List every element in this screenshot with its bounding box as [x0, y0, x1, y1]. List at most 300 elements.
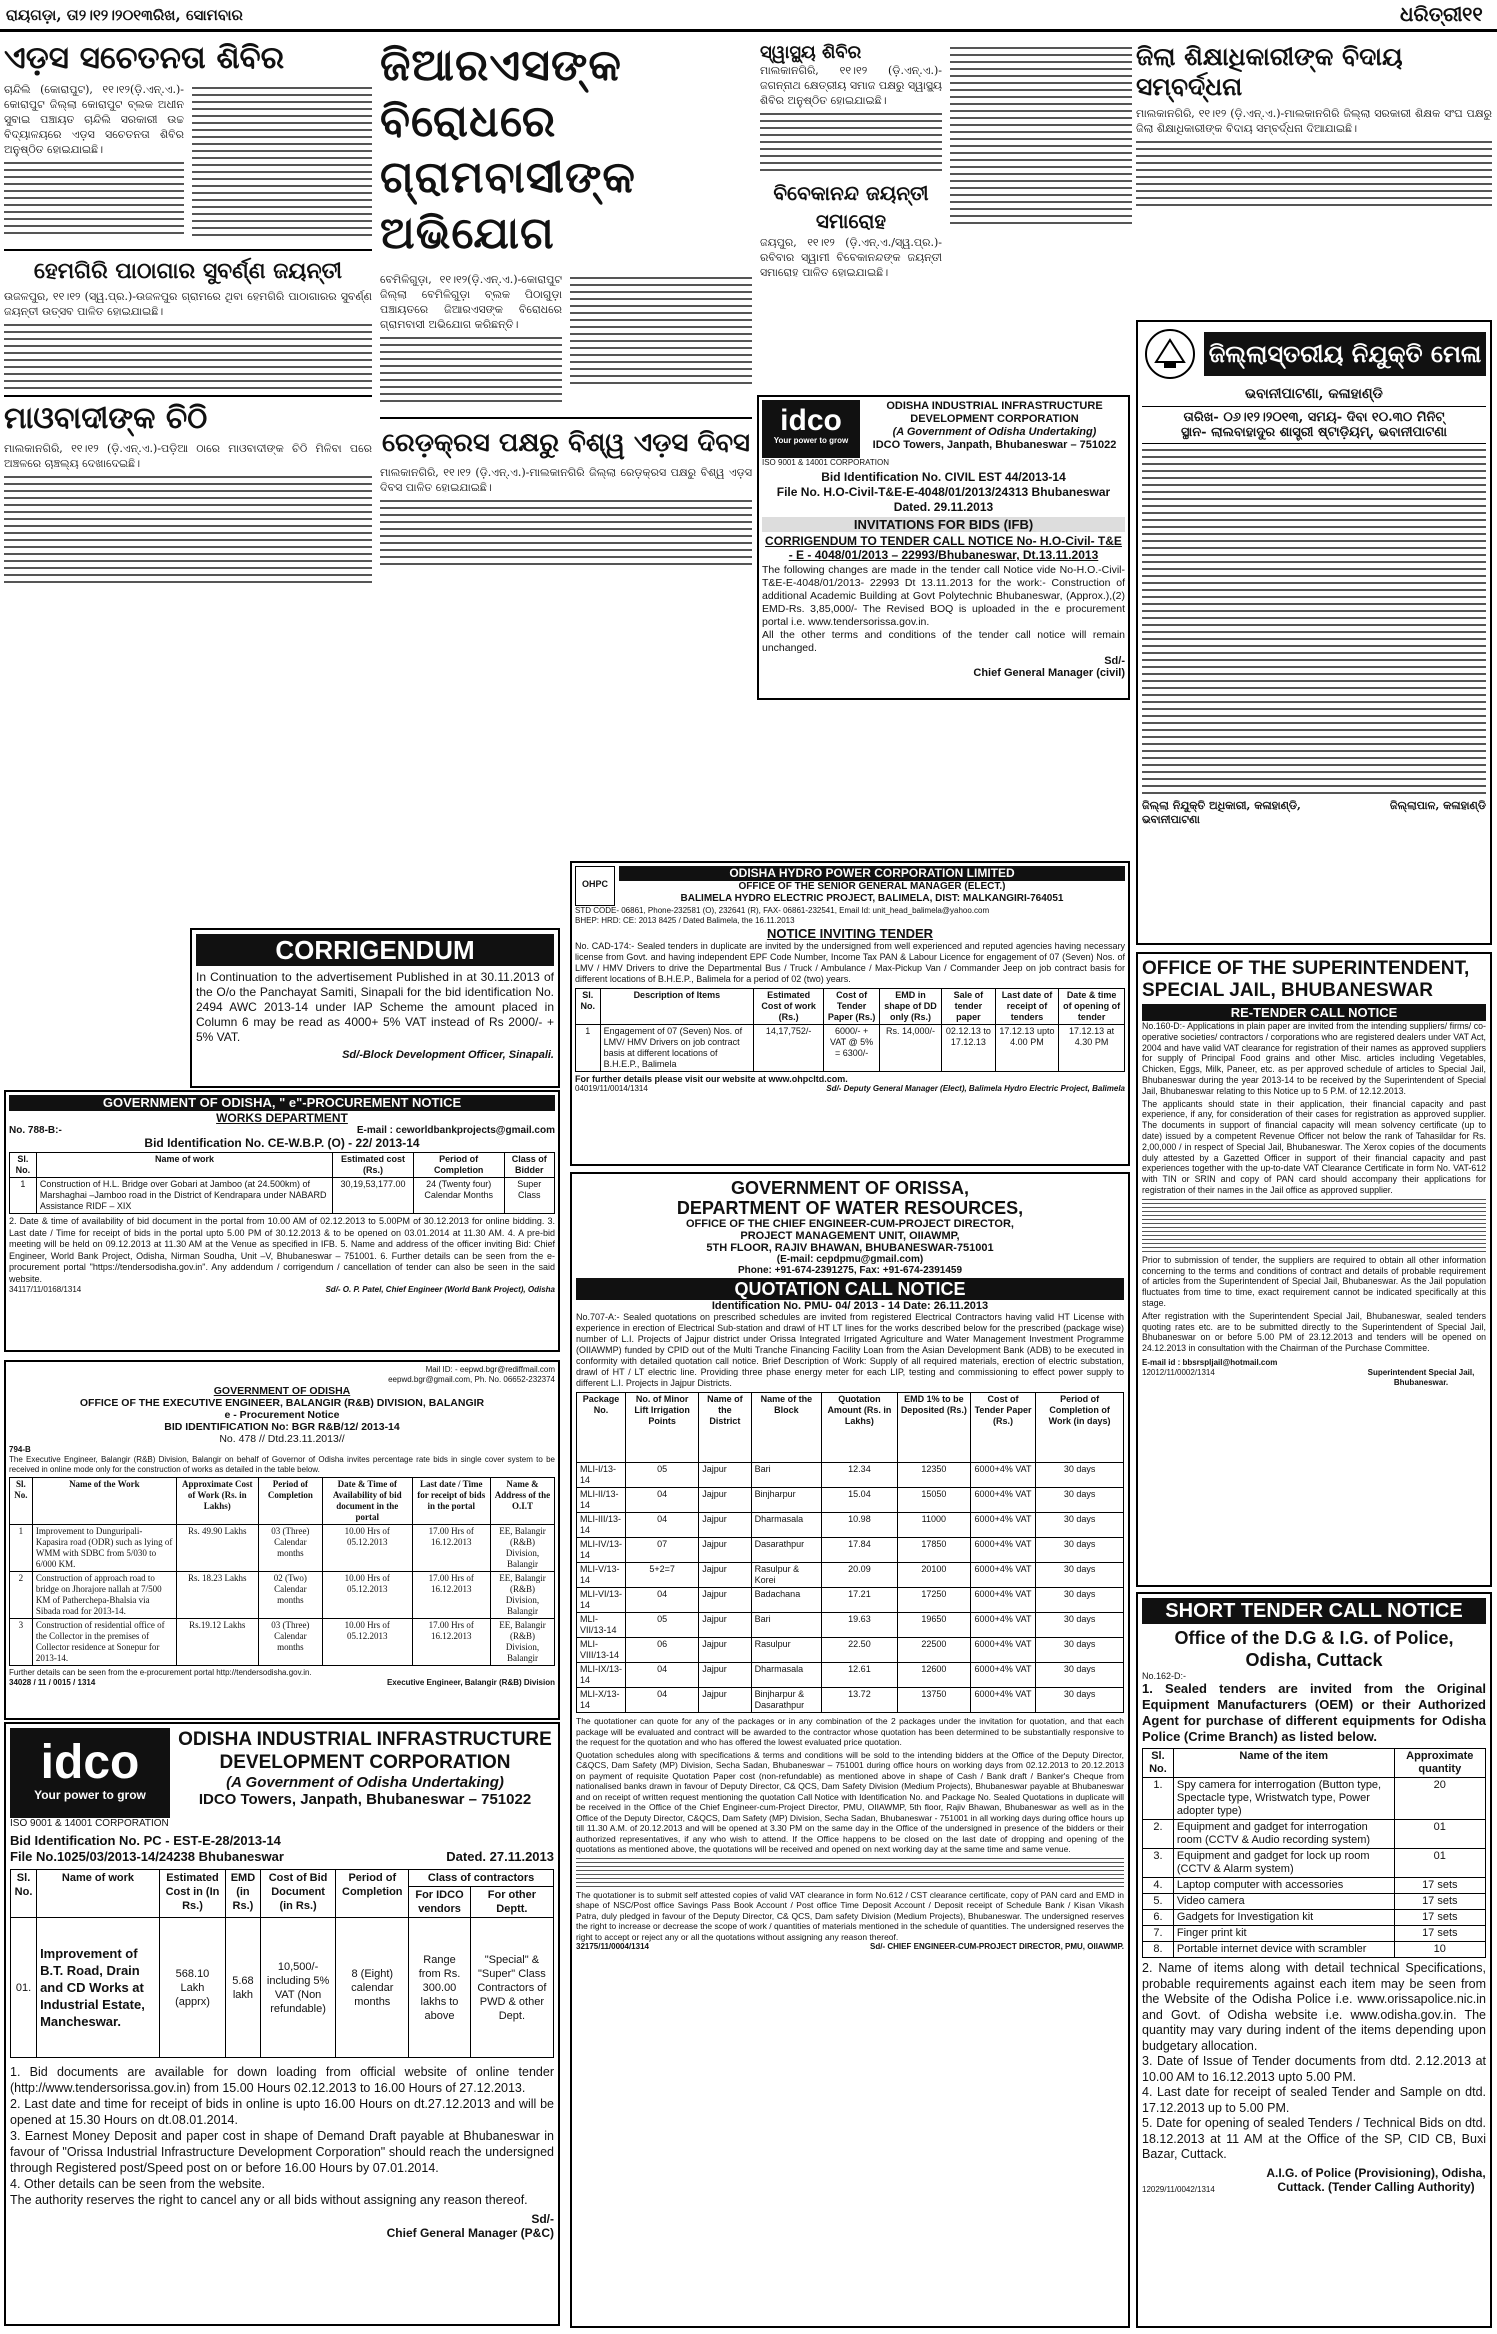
table-cell: Dharmasala [751, 1513, 821, 1538]
idco-big-iso: ISO 9001 & 14001 CORPORATION [10, 1818, 169, 1829]
table-cell: 30,19,53,177.00 [333, 1178, 414, 1214]
story-health-camp: ମାଲକାନଗିରି, ୧୧।୧୨ (ଡ଼ି.ଏନ୍.ଏ.)-ଜଗନ୍ନାଥ କ୍ଷେତ୍ରୀୟ ସମାଜ ପକ୍ଷରୁ ସ୍ୱାସ୍ଥ୍ୟ ଶିବିର ଅନୁଷ୍ଠିତ ହୋଇଯାଇଛି। [760, 64, 942, 107]
col-header: Last date / Time for receipt of bids in the portal [412, 1478, 490, 1525]
idco-logo [762, 400, 860, 458]
col-header: Date & Time of Availability of bid document in the portal [323, 1478, 413, 1525]
table-cell: Binjharpur [751, 1488, 821, 1513]
table-cell: Rs. 18.23 Lakhs [176, 1572, 258, 1619]
col-header: Name of the District [699, 1393, 751, 1463]
table-cell: 10,500/- including 5% VAT (Non refundable) [260, 1918, 336, 2058]
table-cell: 3. [1143, 1849, 1174, 1878]
jail-signatory: Superintendent Special Jail, Bhubaneswar. [1367, 1367, 1475, 1387]
col-header: Name of work [37, 1870, 160, 1918]
ohpc-intro: No. CAD-174:- Sealed tenders in duplicate are invited by the undersigned from well experienced and reputed agencies having necessary license from Govt. and having independent EPF Code Number, Income Tax PAN & Labour Licence for engagement of 07 (Seven) Nos. of LMV / HMV Drivers to drive the Departmental Bus / Truck / Ambulance / Max-Pickup Van / Commander Jeep on job contract basis for different locations of B.H.E.P., Balimela for a period of 02 (two) years. [575, 941, 1125, 984]
water-gov: GOVERNMENT OF ORISSA, [730, 1178, 970, 1198]
jail-more-lines [1142, 1199, 1486, 1252]
table-cell: Spy camera for interrogation (Button type, Spectacle type, Wristwatch type, Power adopter type) [1173, 1778, 1394, 1820]
balangir-mail: Mail ID: - eepwd.bgr@rediffmail.com [425, 1365, 555, 1374]
table-row [10, 1178, 555, 1214]
table-cell: 05 [626, 1463, 699, 1488]
table-cell: Jajpur [699, 1463, 751, 1488]
table-row [1143, 1926, 1486, 1942]
water-intro: No.707-A:- Sealed quotations on prescribed schedules are invited from registered Electrical Contractors having valid HT License with experience in erection of Electrical Sub-station and drawl of HT LT lines for the works described below for the prescribed (package wise) number of L.I. Projects of Jajpur district under Orissa Integrated Irrigated Agriculture and Water Management Investment Programme (OIIAWMP) funded by CPID out of the Multi Tranche Financing Facility Loan from the Asian Development Bank (ADB) to be executed in conformity with detailed quotation call notice. Brief Description of Work: Supply of all required materials, erection of electric substation, drawl of HT / LT electric line. Providing three phase energy meter for each LIP, testing and commissioning to effect power supply to different L.I. Projects in Jajpur Districts. [576, 1312, 1124, 1388]
table-cell: 1. [1143, 1778, 1174, 1820]
water-more-lines [576, 1858, 1124, 1887]
table-cell: Jajpur [699, 1663, 751, 1688]
ohpc-title: NOTICE INVITING TENDER [766, 926, 934, 941]
table-cell: 6000+4% VAT [970, 1538, 1035, 1563]
balangir-further: Further details can be seen from the e-procurement portal http://tendersodisha.gov.in. [9, 1668, 312, 1677]
table-cell: 1 [576, 1025, 601, 1072]
wbp-notes: 2. Date & time of availability of bid document in the portal from 10.00 AM of 02.12.2013 to 5.00PM of 30.12.2013 for online bidding. 3. Last date / Time for receipt of bids in the portal upto 5.00 PM of 30.12.2013 & to be opened on 03.01.2014 at 11.30 AM. 4. A pre-bid meeting will be held on 09.12.2013 at 11.30 AM at the Venue as specified in IFB. 5. Name and address of the officer inviting Bid: Chief Engineer, World Bank Project, Odisha, Nirman Soudha, Unit –V, Bhubaneswar – 751001. 6. Further details can be seen from the e-procurement portal "https://tendersodisha.gov.in". Any addendum / corrigendum / cancellation of tender can also be seen in the said website. [9, 1216, 555, 1284]
table-cell: EE, Balangir (R&B) Division, Balangir [490, 1572, 554, 1619]
police-para-1: 1. Sealed tenders are invited from the Original Equipment Manufacturers (OEM) or their Authorized Agent for purchase of different equipments for Odisha Police (Crime Branch) as listed below. [1142, 1681, 1486, 1744]
table-cell: 1 [10, 1178, 37, 1214]
col-header: Sl. No. [11, 1870, 37, 1918]
col-header: Estimated Cost in (In Rs.) [159, 1870, 225, 1918]
table-cell: 10.00 Hrs of 05.12.2013 [323, 1525, 413, 1572]
corrigendum-signatory: Sd/-Block Development Officer, Sinapali. [342, 1049, 554, 1061]
col-header: EMD 1% to be Deposited (Rs.) [897, 1393, 970, 1463]
jail-para-3: Prior to submission of tender, the suppliers are required to obtain all other information concerning to the terms and conditions of contract and details of probable requirement of articles from the Superintendent of Special Jail, Bhubaneswar. As the Jail population fluctuates from time to time, exact requirement cannot be indicated specifically at this stage. [1142, 1254, 1486, 1308]
police-para-3: 3. Date of Issue of Tender documents from dtd. 2.12.2013 at 10.00 AM to 16.12.2013 upto 5.00 PM. [1142, 2054, 1486, 2084]
table-cell: 06 [626, 1638, 699, 1663]
ohpc-logo [575, 866, 615, 906]
col-header: Cost of Tender Paper (Rs.) [824, 989, 880, 1025]
table-cell: 6000/- + VAT @ 5% = 6300/- [824, 1025, 880, 1072]
table-cell: Bari [751, 1463, 821, 1488]
water-resources-ad [570, 1172, 1130, 2328]
balangir-mail2: eepwd.bgr@gmail.com, Ph. No. 06652-232374 [388, 1375, 555, 1384]
table-cell: 04 [626, 1513, 699, 1538]
idco-big-tagline: Your power to grow [34, 1788, 146, 1802]
col-header: Period of Completion [336, 1870, 409, 1918]
idco-big-name: ODISHA INDUSTRIAL INFRASTRUCTURE DEVELOPMENT CORPORATION [178, 1729, 552, 1773]
idco-big-dated: Dated. 27.11.2013 [446, 1849, 554, 1864]
idco-bid-id: Bid Identification No. CIVIL EST 44/2013-14 [821, 470, 1066, 484]
table-cell: Engagement of 07 (Seven) Nos. of LMV/ HMV Drivers on job contract basis at different locations of B.H.E.P., Balimela [600, 1025, 753, 1072]
table-cell: 17.00 Hrs of 16.12.2013 [412, 1572, 490, 1619]
police-para-4: 4. Last date for receipt of sealed Tender and Sample on dtd. 17.12.2013 up to 5.00 PM. [1142, 2085, 1486, 2115]
wbp-bid-id: Bid Identification No. CE-W.B.P. (O) - 22/ 2013-14 [144, 1136, 420, 1150]
col-header: Period of Completion of Work (in days) [1036, 1393, 1124, 1463]
table-cell: MLI-VI/13-14 [577, 1588, 626, 1613]
table-cell: 01 [1394, 1849, 1485, 1878]
table-cell: Range from Rs. 300.00 lakhs to above [409, 1918, 471, 2058]
water-office: OFFICE OF THE CHIEF ENGINEER-CUM-PROJECT DIRECTOR, [686, 1218, 1014, 1230]
table-row [577, 1538, 1124, 1563]
table-row [577, 1463, 1124, 1488]
table-cell: 6000+4% VAT [970, 1513, 1035, 1538]
job-fair-sign-right: ଜିଲ୍ଲାପାଳ, କଳାହାଣ୍ଡି [1389, 799, 1486, 812]
table-cell: 6000+4% VAT [970, 1588, 1035, 1613]
table-cell: MLI-II/13-14 [577, 1488, 626, 1513]
table-cell: 30 days [1036, 1488, 1124, 1513]
idco-big-bid: Bid Identification No. PC - EST-E-28/2013-14 [10, 1833, 281, 1848]
col-header: EMD in shape of DD only (Rs.) [880, 989, 942, 1025]
table-cell: Jajpur [699, 1488, 751, 1513]
idco-tagline: Your power to grow [773, 436, 849, 445]
water-phone: Phone: +91-674-2391275, Fax: +91-674-2391459 [737, 1265, 963, 1276]
table-cell: Binjharpur & Dasarathpur [751, 1688, 821, 1713]
table-row [577, 1613, 1124, 1638]
col-header: Sl. No. [10, 1153, 37, 1178]
col-header: Quotation Amount (Rs. in Lakhs) [822, 1393, 898, 1463]
table-cell: MLI-V/13-14 [577, 1563, 626, 1588]
table-cell: Rs. 49.90 Lakhs [176, 1525, 258, 1572]
water-address: 5TH FLOOR, RAJIV BHAWAN, BHUBANESWAR-751001 [706, 1242, 994, 1254]
table-cell: 30 days [1036, 1463, 1124, 1488]
idco-ifb-band: INVITATIONS FOR BIDS (IFB) [762, 517, 1125, 532]
col-header: Name of the Work [32, 1478, 176, 1525]
idco-big-note-3: 3. Earnest Money Deposit and paper cost in shape of Demand Draft payable at Bhubaneswar in favour of "Orissa Industrial Infrastructure Development Corporation" should reach the undersigned through Registered post/Speed post on or before 16.00 Hours by 07.01.2014. [10, 2129, 554, 2175]
table-cell: Gadgets for Investigation kit [1173, 1910, 1394, 1926]
job-fair-sign-left: ଜିଲ୍ଲା ନିଯୁକ୍ତି ଅଧିକାରୀ, କଳାହାଣ୍ଡି, ଭବାନୀପାଟଣା [1142, 799, 1301, 826]
table-cell: 04 [626, 1663, 699, 1688]
table-cell: 12.34 [822, 1463, 898, 1488]
story-lines [570, 272, 752, 407]
water-para-2: Quotation schedules along with specifications & terms and conditions will be sold to the intending bidders at the Office of the Deputy Director, C&QCS, Dam Safety (MP) Division, Secha Sadan, Bhubaneswar – 751001 during office hours on working days from 02.12.2013 to 20.12.2013 on payment of requisite Quotation Paper cost (non-refundable) as mentioned above in shape of Cash / Bank draft / Banker's Cheque from nationalised banks drawn in favour of Deputy Director, C& QCS, Dam Safety Division (Medium Projects), Bhubaneswar payable at Bhubaneswar and on receipt of written request mentioning the quotation Call Notice with Identification No. and Package No. Sealed Quotations in duplicate will be received in the Office of the Chief Engineer-cum-Project Director, PMU, OIIAWMP, 5th floor, Rajiv Bhawan, Bhubaneswar as well as in the Office of the Deputy Director, C&QCS, Dam Safety (MP) Division, Secha Sadan, Bhubaneswar - 751001 in all working days during office hours up till 11.30 A.M. of 20.12.2013 and will be opened at 3.30 PM on the same day in the Office of the undersigned in presence of the bidders or their authorized representatives, if any who wish to attend. If the Office happens to be closed on the last date of dropping and opening of the quotations as mentioned above, the quotations will be received and opened on next working day at the same time and same venue. [576, 1749, 1124, 1854]
police-tender-ad [1136, 1592, 1492, 2328]
col-header: Package No. [577, 1393, 626, 1463]
table-row [577, 1513, 1124, 1538]
balangir-gov: GOVERNMENT OF ODISHA [213, 1385, 351, 1397]
table-cell: Video camera [1173, 1894, 1394, 1910]
table-row [577, 1663, 1124, 1688]
balangir-no: No. 478 // Dtd.23.11.2013// [219, 1433, 345, 1445]
idco-big-note-2: 2. Last date and time for receipt of bids in online is upto 16.00 Hours on dt.27.12.2013 and will be opened at 15.30 Hours on dt.08.01.2014. [10, 2097, 554, 2127]
idco-big-signatory: Chief General Manager (P&C) [386, 2226, 554, 2240]
ohpc-logo-text: OHPC [581, 879, 608, 889]
table-cell: 03 (Three) Calendar months [258, 1619, 322, 1666]
story-lines [950, 42, 1132, 280]
jail-band: RE-TENDER CALL NOTICE [1142, 1004, 1486, 1021]
col2-news [380, 38, 752, 568]
corrigendum-title: CORRIGENDUM [196, 934, 554, 966]
table-row [11, 1918, 554, 2058]
idco-name: ODISHA INDUSTRIAL INFRASTRUCTURE DEVELOPMENT CORPORATION [886, 400, 1103, 425]
table-cell: EE, Balangir (R&B) Division, Balangir [490, 1525, 554, 1572]
table-cell: 17.00 Hrs of 16.12.2013 [412, 1619, 490, 1666]
idco-big-table [10, 1869, 554, 2058]
balangir-office: OFFICE OF THE EXECUTIVE ENGINEER, BALANGIR (R&B) DIVISION, BALANGIR [79, 1397, 485, 1409]
col-header: Cost of Bid Document (in Rs.) [260, 1870, 336, 1918]
brand-logo: ଧରିତ୍ରୀ [1400, 2, 1463, 26]
idco-signatory: Chief General Manager (civil) [973, 667, 1125, 679]
water-email: (E-mail: cepdpmu@gmail.com) [776, 1254, 924, 1265]
table-cell: 01 [1394, 1820, 1485, 1849]
table-row [1143, 1849, 1486, 1878]
table-cell: 8 (Eight) calendar months [336, 1918, 409, 2058]
table-cell: 05 [626, 1613, 699, 1638]
water-footer-ref: 32175/11/0004/1314 [576, 1942, 649, 1951]
table-cell: 14,17,752/- [754, 1025, 824, 1072]
jail-email: E-mail id : bbsrspljail@hotmail.com [1142, 1357, 1278, 1367]
table-cell: 568.10 Lakh (apprx) [159, 1918, 225, 2058]
balangir-bid: BID IDENTIFICATION No: BGR R&B/12/ 2013-14 [164, 1421, 400, 1433]
table-row [1143, 1778, 1486, 1820]
table-cell: 6000+4% VAT [970, 1488, 1035, 1513]
col-header: Name of the item [1173, 1749, 1394, 1778]
police-footer-ref: 12029/11/0042/1314 [1142, 2184, 1215, 2194]
story-lines [380, 500, 752, 568]
col-header: For other Deptt. [470, 1887, 553, 1918]
table-cell: Laptop computer with accessories [1173, 1878, 1394, 1894]
ohpc-ref: BHEP: HRD: CE: 2013 8425 / Dated Balimela, the 16.11.2013 [575, 916, 795, 925]
table-cell: Rs. 14,000/- [880, 1025, 942, 1072]
col-header: Estimated Cost of work (Rs.) [754, 989, 824, 1025]
table-cell: 30 days [1036, 1688, 1124, 1713]
jail-para-1: No.160-D:- Applications in plain paper are invited from the intending suppliers/ firms/ co-operative societies/ contractors / corporations who are registered dealers under VAT Act, 2004 and have valid VAT clearance for registration of their names as approved suppliers for supply of Principal Food grains and other Misc. articles including Vegetables, Chicken, Eggs, Milk, Paneer, etc. as per approved schedule of articles to Special Jail, Bhubaneswar during the year 2013-14 to be received by the Superintendent of Special Jail, Bhubaneswar relating to this Notice up to 5 P.M. of 12.12.2013. [1142, 1021, 1486, 1096]
table-cell: 15050 [897, 1488, 970, 1513]
table-row [10, 1619, 555, 1666]
jail-para-4: After registration with the Superintendent Special Jail, Bhubaneswar, sealed tenders quoting rates etc. are to be submitted directly to the Superintendent of Special Jail, Bhubaneswar on or before 5.00 PM of 23.12.2013 and tenders will be opened on 24.12.2013 in consultation with the Chairman of the Purchase Committee. [1142, 1310, 1486, 1354]
col-header: EMD (in Rs.) [226, 1870, 261, 1918]
col-header: Estimated cost (Rs.) [333, 1153, 414, 1178]
col-header: Approximate quantity [1394, 1749, 1485, 1778]
job-fair-place: ଭବାନୀପାଟଣା, କଳାହାଣ୍ଡି [1245, 386, 1383, 402]
table-row [577, 1638, 1124, 1663]
table-cell: MLI-I/13-14 [577, 1463, 626, 1488]
table-cell: 17850 [897, 1538, 970, 1563]
date-line: ରାୟଗଡ଼ା, ତା୨।୧୨।୨୦୧୩ରିଖ, ସୋମବାର [6, 6, 243, 24]
table-cell: 30 days [1036, 1513, 1124, 1538]
table-row [1143, 1894, 1486, 1910]
water-ident: Identification No. PMU- 04/ 2013 - 14 Date: 26.11.2013 [711, 1300, 989, 1312]
wbp-ref: No. 788-B:- [9, 1125, 62, 1136]
table-cell: Super Class [504, 1178, 554, 1214]
table-cell: 10.00 Hrs of 05.12.2013 [323, 1572, 413, 1619]
col-header: Class of Bidder [504, 1153, 554, 1178]
table-cell: Dasarathpur [751, 1538, 821, 1563]
table-cell: 10.98 [822, 1513, 898, 1538]
headline-aids-camp: ଏଡ଼ସ ସଚେତନତା ଶିବିର [4, 40, 285, 76]
table-cell: MLI-IX/13-14 [577, 1663, 626, 1688]
table-cell: Finger print kit [1173, 1926, 1394, 1942]
police-para-2: 2. Name of items along with detail technical Specifications, probable requirements against each item may be seen from the Website of the Odisha Police i.e. www.orissapolice.nic.in and Govt. of Odisha website i.e. www.odisha.gov.in. The quantity may vary during indent of the items depending upon budgetary allocation. [1142, 1961, 1486, 2053]
table-cell: 20100 [897, 1563, 970, 1588]
ohpc-project: BALIMELA HYDRO ELECTRIC PROJECT, BALIMELA, DIST: MALKANGIRI-764051 [680, 893, 1064, 904]
table-cell: 17 sets [1394, 1878, 1485, 1894]
col-header: Sl. No. [1143, 1749, 1174, 1778]
table-cell: 24 (Twenty four) Calendar Months [413, 1178, 504, 1214]
col-header: Period of Completion [413, 1153, 504, 1178]
table-cell: 5+2=7 [626, 1563, 699, 1588]
story-maoist-letter: ମାଲକାନଗିରି, ୧୧।୧୨ (ଡ଼ି.ଏନ୍.ଏ.)-ପଡ଼ିଆ ଠାରେ ମାଓବାଦୀଙ୍କ ଚିଠି ମିଳିବା ପରେ ଅଞ୍ଚଳରେ ଚାଞ୍ଚଲ୍ୟ ଦେଖାଦେଇଛି। [4, 442, 372, 470]
table-cell: 07 [626, 1538, 699, 1563]
story-library: ଉଜଳପୁର, ୧୧।୧୨ (ସ୍ୱ.ପ୍ର.)-ଉଜଳପୁର ଗ୍ରାମରେ ଥିବା ହେମଗିରି ପାଠାଗାରର ସୁବର୍ଣ୍ଣ ଜୟନ୍ତୀ ଉତ୍ସବ ପାଳିତ ହୋଇଯାଇଛି। [4, 290, 372, 318]
table-row [10, 1525, 555, 1572]
table-cell: 04 [626, 1588, 699, 1613]
job-fair-title: ଜିଲ୍ଲାସ୍ତରୀୟ ନିଯୁକ୍ତି ମେଳା [1204, 332, 1486, 376]
table-cell: 17.12.13 upto 4.00 PM [995, 1025, 1058, 1072]
table-cell: 17.12.13 at 4.30 PM [1059, 1025, 1125, 1072]
table-cell: 2 [10, 1572, 33, 1619]
wbp-title: GOVERNMENT OF ODISHA, " e"-PROCUREMENT NOTICE [9, 1095, 555, 1111]
table-cell: 13750 [897, 1688, 970, 1713]
table-cell: MLI-III/13-14 [577, 1513, 626, 1538]
table-cell: Jajpur [699, 1513, 751, 1538]
col-header: Sale of tender paper [941, 989, 995, 1025]
col-header: Date & time of opening of tender [1059, 989, 1125, 1025]
col-header: Name & Address of the O.I.T [490, 1478, 554, 1525]
col-header: Sl. No. [10, 1478, 33, 1525]
special-jail-ad [1136, 952, 1492, 1587]
col-header: For IDCO vendors [409, 1887, 471, 1918]
col-header: Approximate Cost of Work (Rs. in Lakhs) [176, 1478, 258, 1525]
table-cell: 6000+4% VAT [970, 1688, 1035, 1713]
police-para-5: 5. Date for opening of sealed Tenders / Technical Bids on dtd. 18.12.2013 at 11 AM at the Office of the SP, CID CB, Buxi Bazar, Cuttack. [1142, 2116, 1486, 2161]
headline-redcross: ରେଡ଼କ୍ରସ ପକ୍ଷରୁ ବିଶ୍ୱ ଏଡ଼ସ ଦିବସ [381, 428, 751, 458]
headline-main: ଜିଆରଏସଙ୍କ ବିରୋଧରେ ଗ୍ରାମବାସୀଙ୍କ ଅଭିଯୋଗ [380, 40, 636, 259]
table-row [1143, 1878, 1486, 1894]
table-cell: Equipment and gadget for lock up room (CCTV & Alarm system) [1173, 1849, 1394, 1878]
table-cell: 6000+4% VAT [970, 1563, 1035, 1588]
col-header: Name of the Block [751, 1393, 821, 1463]
table-cell: 10.00 Hrs of 05.12.2013 [323, 1619, 413, 1666]
table-cell: 02.12.13 to 17.12.13 [941, 1025, 995, 1072]
wbp-table [9, 1152, 555, 1214]
idco-corrigendum-text2: All the other terms and conditions of the tender call notice will remain unchanged. [762, 629, 1125, 654]
story-lines [4, 476, 372, 583]
table-cell: 7. [1143, 1926, 1174, 1942]
table-cell: 13.72 [822, 1688, 898, 1713]
table-cell: 22500 [897, 1638, 970, 1663]
wbp-footer-ref: 34117/11/0168/1314 [9, 1285, 82, 1294]
table-cell: Jajpur [699, 1538, 751, 1563]
table-cell: 30 days [1036, 1613, 1124, 1638]
balangir-intro: The Executive Engineer, Balangir (R&B) Division, Balangir on behalf of Governor of Odisha invites percentage rate bids in single cover system to be received in online mode only for the construction of works as detailed in the table below. [9, 1455, 555, 1474]
table-cell: 19.63 [822, 1613, 898, 1638]
table-cell: 30 days [1036, 1663, 1124, 1688]
table-cell: 30 days [1036, 1538, 1124, 1563]
table-cell: 22.50 [822, 1638, 898, 1663]
table-cell: MLI-X/13-14 [577, 1688, 626, 1713]
table-cell: 2. [1143, 1820, 1174, 1849]
job-fair-body-lines [1142, 449, 1486, 794]
ohpc-contact: STD CODE- 06861, Phone-232581 (O), 232641 (R), FAX- 06861-232541, Email Id: unit_head_balimela@yahoo.com [575, 906, 990, 915]
story-aids-camp: ଚାନ୍ଦିଲି (କୋରାପୁଟ), ୧୧।୧୨(ଡ଼ି.ଏନ୍.ଏ.)-କୋରାପୁଟ ଜିଲ୍ଲା କୋରାପୁଟ ବ୍ଲକ ଅଧୀନ ସୁବାଇ ପଞ୍ଚାୟତ ଚାନ୍ଦିଲି ସରକାରୀ ଉଚ୍ଚ ବିଦ୍ୟାଳୟରେ ଏଡ଼ସ ସଚେତନତା ଶିବିର ଅନୁଷ୍ଠିତ ହୋଇଯାଇଛି। [4, 83, 184, 156]
story-redcross: ମାଲକାନଗିରି, ୧୧।୧୨ (ଡ଼ି.ଏନ୍.ଏ.)-ମାଲକାନଗିରି ଜିଲ୍ଲା ରେଡ଼କ୍ରସ ପକ୍ଷରୁ ବିଶ୍ୱ ଏଡ଼ସ ଦିବସ ପାଳିତ ହୋଇଯାଇଛି। [380, 466, 752, 494]
table-cell: 10 [1394, 1942, 1485, 1958]
job-fair-ad [1136, 320, 1492, 945]
table-cell: 12600 [897, 1663, 970, 1688]
water-unit: PROJECT MANAGEMENT UNIT, OIIAWMP, [740, 1230, 960, 1242]
story-lines [1136, 141, 1492, 206]
idco-dated: Dated. 29.11.2013 [893, 500, 994, 514]
ohpc-further: For further details please visit our website at www.ohpcltd.com. [575, 1074, 848, 1084]
table-cell: 6000+4% VAT [970, 1638, 1035, 1663]
table-cell: 4. [1143, 1878, 1174, 1894]
table-cell: Construction of approach road to bridge on Jhorajore nallah at 7/500 KM of Patherchepa-Bhalsia via Sibada road for 2013-14. [32, 1572, 176, 1619]
table-cell: Jajpur [699, 1638, 751, 1663]
table-cell: Improvement of B.T. Road, Drain and CD Works at Industrial Estate, Mancheswar. [37, 1918, 160, 2058]
idco-address: IDCO Towers, Janpath, Bhubaneswar – 751022 [872, 439, 1117, 451]
table-row [577, 1563, 1124, 1588]
table-cell: 12350 [897, 1463, 970, 1488]
idco-big-address: IDCO Towers, Janpath, Bhubaneswar – 751022 [198, 1791, 532, 1808]
table-cell: Improvement to Dunguripali-Kapasira road (ODR) such as lying of WMM with SDBC from 5/030 to 6/000 KM. [32, 1525, 176, 1572]
idco-sd: Sd/- [1104, 655, 1125, 667]
table-cell: 19650 [897, 1613, 970, 1638]
table-cell: 6000+4% VAT [970, 1663, 1035, 1688]
table-cell: 6000+4% VAT [970, 1463, 1035, 1488]
table-cell: Badachana [751, 1588, 821, 1613]
idco-big-govt: (A Government of Odisha Undertaking) [226, 1774, 504, 1791]
story-lines [760, 113, 942, 171]
jail-footer-ref: 12012/11/0002/1314 [1142, 1367, 1215, 1377]
headline-library: ହେମଗିରି ପାଠାଗାର ସୁବର୍ଣ୍ଣ ଜୟନ୍ତୀ [33, 258, 343, 284]
table-cell: 12.61 [822, 1663, 898, 1688]
idco-big-file: File No.1025/03/2013-14/24238 Bhubaneswar [10, 1849, 284, 1864]
idco-corrigendum-text: The following changes are made in the tender call Notice vide No-H.O.-Civil-T&E-E-4048/01/2013- 22993 Dt 13.11.2013 for the work:- Construction of additional Academic Building at Govt Polytechnic Bhubaneswar, (Approx.),(2) EMD-Rs. 3,85,000/- The Revised BOQ is uploaded in the e procurement portal i.e. www.tendersorissa.gov.in. [762, 564, 1125, 628]
idco-corrigendum-ad [757, 395, 1130, 700]
table-cell: Construction of residential office of the Collector in the premises of Collector residence at Sonepur for 2013-14. [32, 1619, 176, 1666]
headline-deo-farewell: ଜିଲା ଶିକ୍ଷାଧିକାରୀଙ୍କ ବିଦାୟ ସମ୍ବର୍ଦ୍ଧନା [1136, 42, 1403, 101]
wbp-procurement-ad [4, 1090, 560, 1352]
idco-big-note-4: 4. Other details can be seen from the website. [10, 2177, 265, 2191]
balangir-notice: e - Procurement Notice [224, 1409, 340, 1421]
idco-big-note-1: 1. Bid documents are available for down loading from official website of online tender (http://www.tendersorissa.gov.in) from 15.00 Hours 02.12.2013 to 16.00 Hours of 27.12.2013. [10, 2065, 554, 2095]
table-cell: 6. [1143, 1910, 1174, 1926]
ohpc-signatory: Sd/- Deputy General Manager (Elect), Balimela Hydro Electric Project, Balimela [826, 1084, 1125, 1093]
balangir-procurement-ad [4, 1360, 560, 1720]
table-cell: Dharmasala [751, 1663, 821, 1688]
table-cell: 02 (Two) Calendar months [258, 1572, 322, 1619]
job-fair-when: ତାରିଖ- ୦୬।୧୨।୨୦୧୩, ସମୟ- ଦିବା ୧୦.୩୦ ମିନିଟ୍ [1142, 406, 1486, 425]
col-header: Period of Completion [258, 1478, 322, 1525]
balangir-signatory: Executive Engineer, Balangir (R&B) Division [386, 1678, 555, 1687]
idco-logo-text: idco [780, 404, 842, 437]
headline-maoist-letter: ମାଓବାଦୀଙ୍କ ଚିଠି [4, 401, 208, 436]
story-lines [4, 324, 372, 389]
balangir-footer-ref: 34028 / 11 / 0015 / 1314 [9, 1678, 96, 1687]
wbp-signatory: Sd/- O. P. Patel, Chief Engineer (World Bank Project), Odisha [325, 1285, 555, 1294]
col-header: Cost of Tender Paper (Rs.) [970, 1393, 1035, 1463]
col3-news [760, 42, 1132, 332]
table-cell: 01. [11, 1918, 37, 2058]
table-cell: 17 sets [1394, 1910, 1485, 1926]
table-cell: Portable internet device with scrambler [1173, 1942, 1394, 1958]
table-row [576, 1025, 1125, 1072]
table-cell: 5. [1143, 1894, 1174, 1910]
col1-news [4, 40, 372, 906]
wbp-subtitle: WORKS DEPARTMENT [216, 1111, 348, 1125]
idco-big-logo [10, 1728, 170, 1818]
col-header: Name of work [36, 1153, 332, 1178]
table-cell: MLI-VII/13-14 [577, 1613, 626, 1638]
table-cell: Construction of H.L. Bridge over Gobari at Jamboo (at 24.500km) of Marshaghai –Jamboo road in the District of Kendrapara under NABARD Assistance RIDF – XIX [36, 1178, 332, 1214]
job-fair-venue: ସ୍ଥାନ- ଲାଲବାହାଦୁର ଶାସ୍ତ୍ରୀ ଷ୍ଟାଡ଼ିୟମ୍, ଭବାନୀପାଟଣା [1142, 425, 1486, 444]
table-cell: 30 days [1036, 1638, 1124, 1663]
story-vivekananda: ଜୟପୁର, ୧୧।୧୨ (ଡ଼ି.ଏନ୍.ଏ./ସ୍ୱ.ପ୍ର.)-ରବିବାର ସ୍ୱାମୀ ବିବେକାନନ୍ଦଙ୍କ ଜୟନ୍ତୀ ସମାରୋହ ପାଳିତ ହୋଇଯାଇଛି। [760, 236, 942, 279]
table-cell: 30 days [1036, 1588, 1124, 1613]
table-cell: 17250 [897, 1588, 970, 1613]
col4-news [1136, 42, 1492, 312]
table-cell: 6000+4% VAT [970, 1613, 1035, 1638]
police-ref: No.162-D:- [1142, 1671, 1187, 1681]
wbp-email: E-mail : ceworldbankprojects@gmail.com [356, 1125, 555, 1136]
corrigendum-text: In Continuation to the advertisement Published in at 30.11.2013 of the O/o the Panchayat Samiti, Sinapali for the bid identification No. 2494 AWC 2013-14 under IAP Scheme the amount placed in Column 6 may be read as 4000+ 5% VAT instead of Rs 2000/- + 5% VAT. [196, 970, 554, 1044]
table-cell: 1 [10, 1525, 33, 1572]
table-cell: MLI-VIII/13-14 [577, 1638, 626, 1663]
water-signatory: Sd/- CHIEF ENGINEER-CUM-PROJECT DIRECTOR, PMU, OIIAWMP. [870, 1942, 1124, 1951]
table-cell: Jajpur [699, 1588, 751, 1613]
table-cell: EE, Balangir (R&B) Division, Balangir [490, 1619, 554, 1666]
col-header: Last date of receipt of tenders [995, 989, 1058, 1025]
story-lines [380, 337, 562, 402]
table-cell: 03 (Three) Calendar months [258, 1525, 322, 1572]
